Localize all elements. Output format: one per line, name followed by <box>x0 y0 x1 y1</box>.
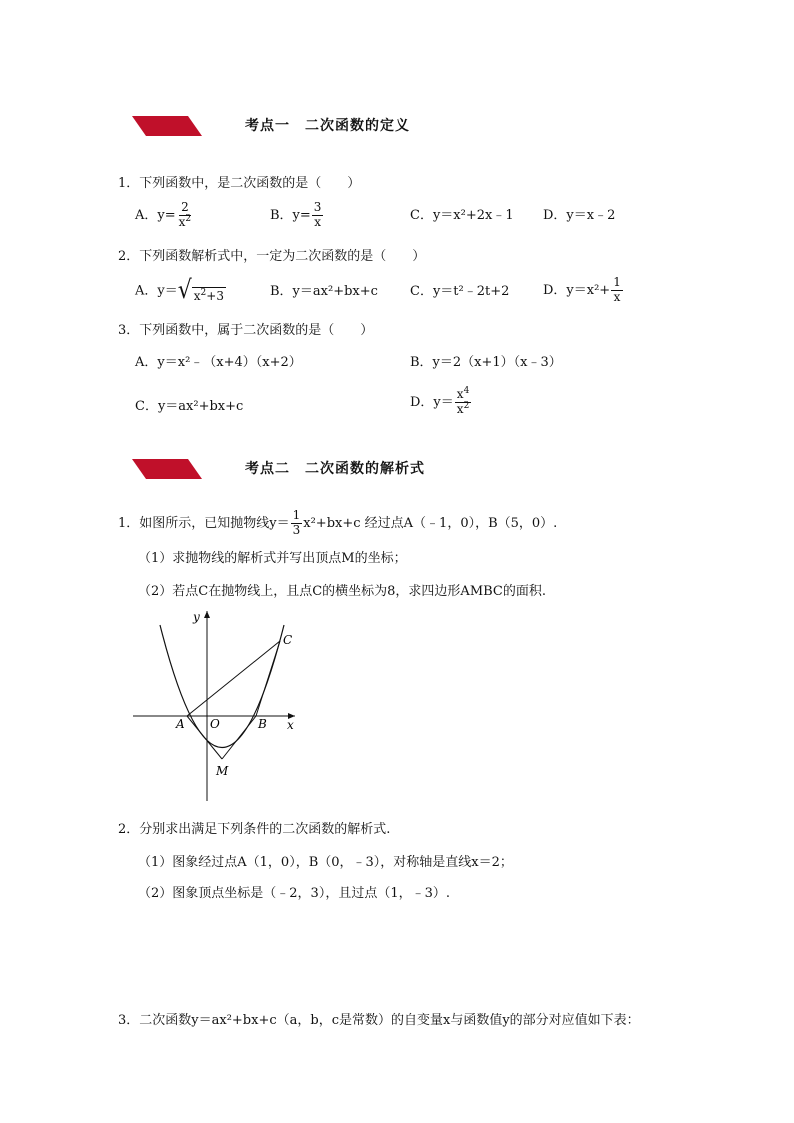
q3-option-a: A．y＝x²﹣（x+4）（x+2） <box>135 355 302 370</box>
q1-option-d: D．y＝x﹣2 <box>543 208 616 223</box>
s2-q1-part-2: （2）若点C在抛物线上，且点C的横坐标为8，求四边形AMBC的面积. <box>138 584 547 599</box>
q1-option-c: C．y＝x²+2x﹣1 <box>410 208 514 223</box>
y-axis-arrow <box>204 611 210 618</box>
q1-option-b: B．y= $\frac{3}{x}$ <box>270 200 322 229</box>
s2-q2-part-1: （1）图象经过点A（1，0），B（0，﹣3），对称轴是直线x＝2； <box>138 855 513 870</box>
point-a-label: A <box>176 717 185 731</box>
segment-ac <box>187 641 280 716</box>
q2-option-c: C．y＝t²﹣2t+2 <box>410 284 510 299</box>
s2-question-2-stem: 2．分别求出满足下列条件的二次函数的解析式. <box>118 822 391 837</box>
segment-bc <box>256 641 280 716</box>
question-2-stem: 2．下列函数解析式中，一定为二次函数的是（ ） <box>118 249 426 264</box>
parabola-graph <box>125 605 310 803</box>
section-title-1: 考点一 二次函数的定义 <box>245 118 410 134</box>
section-banner-1 <box>132 116 202 136</box>
question-3-stem: 3．下列函数中，属于二次函数的是（ ） <box>118 323 374 338</box>
point-m-label: M <box>216 764 229 778</box>
q3-option-c: C．y＝ax²+bx+c <box>135 399 244 414</box>
s2-question-1-stem: 1．如图所示，已知抛物线y＝ $\frac{1}{3}$ x²+bx+c 经过点A（﹣1，0），B（5，0）. <box>118 508 558 537</box>
y-axis-label: y <box>193 610 200 624</box>
q3-option-d: D．y＝ $\frac{x^4}{x^2}$ <box>410 386 470 416</box>
s2-question-3-stem: 3．二次函数y＝ax²+bx+c（a，b，c是常数）的自变量x与函数值y的部分对应值如下表： <box>118 1013 640 1028</box>
q2-option-a: A．y＝ √ $x^2+3$ <box>135 276 224 305</box>
x-axis-label: x <box>287 718 294 732</box>
q3-option-b: B．y＝2（x+1）（x﹣3） <box>410 355 562 370</box>
section-banner-2 <box>132 459 202 479</box>
q2-option-b: B．y＝ax²+bx+c <box>270 284 378 299</box>
s2-q2-part-2: （2）图象顶点坐标是（﹣2，3），且过点（1，﹣3）. <box>138 886 450 901</box>
section-title-2: 考点二 二次函数的解析式 <box>245 461 425 477</box>
q2-option-d: D．y＝x²+ $\frac{1}{x}$ <box>543 275 621 304</box>
origin-label: O <box>210 717 220 731</box>
question-1-stem: 1．下列函数中，是二次函数的是（ ） <box>118 176 361 191</box>
segment-mb <box>222 716 256 759</box>
q1-option-a: A．y= $\frac{2}{x^2}$ <box>135 200 192 229</box>
point-c-label: C <box>283 633 293 647</box>
point-b-label: B <box>258 717 267 731</box>
s2-q1-part-1: （1）求抛物线的解析式并写出顶点M的坐标； <box>138 551 407 566</box>
